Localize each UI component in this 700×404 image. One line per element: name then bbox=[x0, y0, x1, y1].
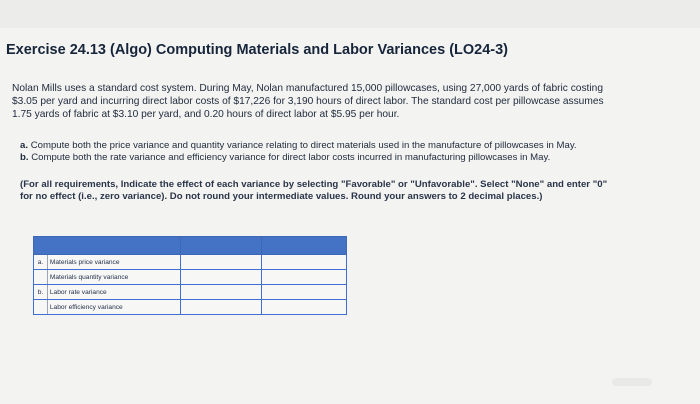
intro-line-1: Nolan Mills uses a standard cost system. During May, Nolan manufactured 15,000 pillowcases, using 27,000 yards of fabric costing bbox=[12, 83, 603, 94]
row-label: Labor efficiency variance bbox=[47, 300, 181, 315]
background-smudge bbox=[612, 378, 652, 386]
effect-select[interactable] bbox=[181, 255, 262, 270]
effect-select[interactable] bbox=[181, 285, 262, 300]
instructions-line-2: for no effect (i.e., zero variance). Do not round your intermediate values. Round your answers to 2 decimal places.) bbox=[20, 191, 543, 203]
table-row bbox=[34, 270, 347, 285]
row-marker: a. bbox=[34, 255, 48, 270]
row-marker bbox=[34, 300, 48, 315]
intro-line-2: $3.05 per yard and incurring direct labor costs of $17,226 for 3,190 hours of direct labor. The standard cost per pillowcase assumes bbox=[12, 96, 604, 108]
requirement-a-label: a. bbox=[20, 140, 29, 151]
table-row bbox=[34, 285, 347, 300]
requirement-b-label: b. bbox=[20, 152, 29, 164]
intro-line-3: 1.75 yards of fabric at $3.10 per yard, and 0.20 hours of direct labor at $5.95 per hour. bbox=[12, 109, 400, 121]
row-marker: b. bbox=[34, 285, 48, 300]
row-marker bbox=[34, 270, 48, 285]
requirement-a-text: Compute both the price variance and quantity variance relating to direct materials used in the manufacture of pillowcases in May. bbox=[30, 140, 577, 151]
problem-statement bbox=[12, 82, 692, 122]
amount-input[interactable] bbox=[262, 300, 347, 315]
table-row bbox=[34, 255, 347, 270]
amount-input[interactable] bbox=[262, 255, 347, 270]
table-header bbox=[34, 237, 347, 255]
header-cell-amount bbox=[262, 237, 347, 255]
requirement-a bbox=[20, 140, 690, 152]
requirement-b bbox=[20, 152, 690, 164]
instructions bbox=[20, 179, 690, 204]
header-cell-selection bbox=[181, 237, 262, 255]
amount-input[interactable] bbox=[262, 270, 347, 285]
row-label: Materials quantity variance bbox=[47, 270, 181, 285]
instructions-line-1: (For all requirements, Indicate the effect of each variance by selecting "Favorable" or "Unfavorable". Select "None" and enter "0" bbox=[20, 179, 608, 190]
row-label: Materials price variance bbox=[47, 255, 181, 270]
variance-answer-table bbox=[33, 236, 347, 315]
header-cell-label bbox=[34, 237, 181, 255]
table-row bbox=[34, 300, 347, 315]
effect-select[interactable] bbox=[181, 300, 262, 315]
top-band bbox=[0, 0, 700, 28]
amount-input[interactable] bbox=[262, 285, 347, 300]
requirement-b-text: Compute both the rate variance and efficiency variance for direct labor costs incurred in manufacturing pillowcases in May. bbox=[31, 152, 551, 164]
page-title: Exercise 24.13 (Algo) Computing Materials and Labor Variances (LO24-3) bbox=[6, 42, 509, 58]
row-label: Labor rate variance bbox=[47, 285, 181, 300]
effect-select[interactable] bbox=[181, 270, 262, 285]
requirements-list bbox=[20, 140, 690, 165]
